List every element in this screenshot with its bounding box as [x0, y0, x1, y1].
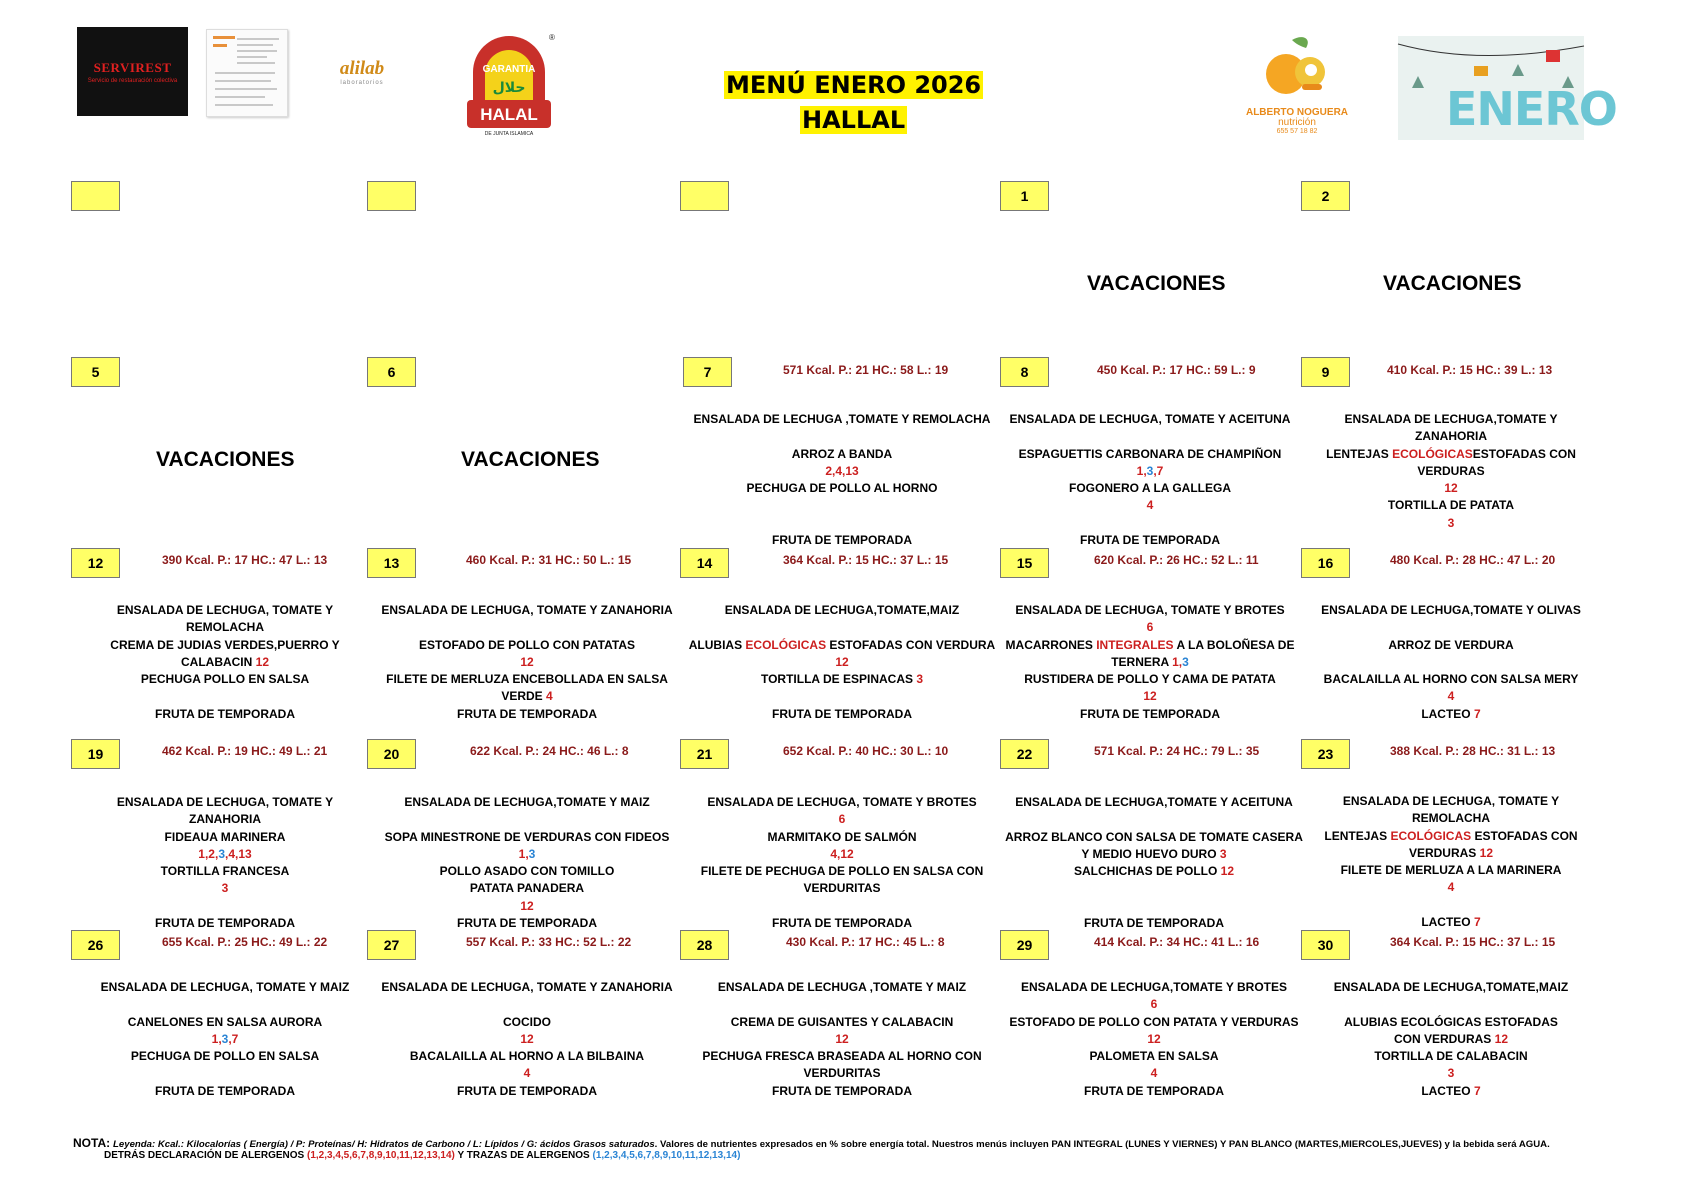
menu-day-12: ENSALADA DE LECHUGA, TOMATE Y REMOLACHA CREMA DE JUDIAS VERDES,PUERRO Y CALABACIN 12 PECHUGA POLLO EN SALSA FRUTA DE TEMPORADA	[110, 603, 340, 721]
menu-day-13: ENSALADA DE LECHUGA, TOMATE Y ZANAHORIA ESTOFADO DE POLLO CON PATATAS 12 FILETE DE MERLUZA ENCEBOLLADA EN SALSA VERDE 4 FRUTA DE TEMPORADA	[381, 603, 673, 721]
halal-arc-text: GARANTIA	[482, 64, 536, 75]
nutrition-info: 364 Kcal. P.: 15 HC.: 37 L.: 15	[1390, 935, 1556, 949]
day-number: 26	[71, 930, 120, 960]
day-number: 5	[71, 357, 120, 387]
menu-day-28: ENSALADA DE LECHUGA ,TOMATE Y MAIZ CREMA DE GUISANTES Y CALABACIN 12 PECHUGA FRESCA BRASEADA AL HORNO CON VERDURITAS FRUTA DE TEMPORADA	[702, 980, 982, 1098]
note-label: NOTA:	[73, 1136, 111, 1150]
day-box-empty	[680, 181, 729, 211]
alilab-brand: alilab	[339, 58, 385, 79]
vacation-label: VACACIONES	[461, 448, 600, 471]
footnote	[73, 1136, 1550, 1150]
menu-day-23: ENSALADA DE LECHUGA, TOMATE Y REMOLACHA LENTEJAS ECOLÓGICAS ESTOFADAS CON VERDURAS 12 FILETE DE MERLUZA A LA MARINERA 4 LACTEO 7	[1324, 794, 1578, 930]
nutrition-info: 462 Kcal. P.: 19 HC.: 49 L.: 21	[162, 744, 328, 758]
nutrition-info: 655 Kcal. P.: 25 HC.: 49 L.: 22	[162, 935, 328, 949]
vacation-label: VACACIONES	[156, 448, 295, 471]
halal-sub: DE JUNTA ISLAMICA	[484, 131, 534, 137]
nutrition-info: 571 Kcal. P.: 21 HC.: 58 L.: 19	[783, 363, 949, 377]
menu-day-22: ENSALADA DE LECHUGA,TOMATE Y ACEITUNA ARROZ BLANCO CON SALSA DE TOMATE CASERA Y MEDIO HUEVO DURO 3 SALCHICHAS DE POLLO 12 FRUTA DE TEMPORADA	[1005, 795, 1303, 931]
title-line-1: MENÚ ENERO 2026	[726, 71, 982, 99]
enero-banner	[1398, 36, 1617, 140]
day-number: 8	[1000, 357, 1049, 387]
nutrition-logo	[1227, 34, 1367, 136]
servirest-sub: Servicio de restauración colectiva	[87, 77, 178, 84]
day-number: 21	[680, 739, 729, 769]
menu-day-15: ENSALADA DE LECHUGA, TOMATE Y BROTES 6 MACARRONES INTEGRALES A LA BOLOÑESA DE TERNERA 1,3 RUSTIDERA DE POLLO Y CAMA DE PATATA 12 FRUTA DE TEMPORADA	[1005, 603, 1295, 721]
svg-text:®: ®	[549, 33, 555, 42]
day-number: 19	[71, 739, 120, 769]
menu-day-29: ENSALADA DE LECHUGA,TOMATE Y BROTES 6 ESTOFADO DE POLLO CON PATATA Y VERDURAS 12 PALOMETA EN SALSA 4 FRUTA DE TEMPORADA	[1009, 980, 1299, 1098]
nutri-sub: nutrición	[1278, 117, 1316, 128]
menu-day-21: ENSALADA DE LECHUGA, TOMATE Y BROTES 6 MARMITAKO DE SALMÓN 4,12 FILETE DE PECHUGA DE POLLO EN SALSA CON VERDURITAS FRUTA DE TEMPORADA	[700, 795, 984, 931]
title-line-2: HALLAL	[802, 106, 906, 134]
day-number: 29	[1000, 930, 1049, 960]
svg-text:حلال: حلال	[492, 80, 526, 96]
certificate-thumbnail	[206, 29, 288, 117]
day-number: 30	[1301, 930, 1350, 960]
nutrition-info: 557 Kcal. P.: 33 HC.: 52 L.: 22	[466, 935, 632, 949]
note-rest: . Valores de nutrientes expresados en % sobre energía total. Nuestros menús incluyen PAN INTEGRAL (LUNES Y VIERNES) Y PAN BLANCO (MARTES,MIERCOLES,JUEVES) y la bebida será AGUA.	[654, 1139, 1550, 1150]
menu-day-16: ENSALADA DE LECHUGA,TOMATE Y OLIVAS ARROZ DE VERDURA BACALAILLA AL HORNO CON SALSA MERY 4 LACTEO 7	[1321, 603, 1581, 721]
nutri-brand: ALBERTO NOGUERA	[1245, 107, 1349, 118]
nutrition-info: 620 Kcal. P.: 26 HC.: 52 L.: 11	[1094, 553, 1259, 567]
day-box-empty	[367, 181, 416, 211]
servirest-logo	[77, 27, 188, 116]
day-number: 22	[1000, 739, 1049, 769]
day-number: 27	[367, 930, 416, 960]
nutrition-info: 414 Kcal. P.: 34 HC.: 41 L.: 16	[1094, 935, 1260, 949]
nutrition-info: 652 Kcal. P.: 40 HC.: 30 L.: 10	[783, 744, 949, 758]
day-number: 16	[1301, 548, 1350, 578]
alilab-logo	[326, 58, 398, 94]
halal-logo	[463, 32, 555, 139]
day-number: 12	[71, 548, 120, 578]
note-legend: Leyenda: Kcal.: Kilocalorías ( Energía) / P: Proteínas/ H: Hidratos de Carbono / L: Lípidos / G: ácidos Grasos saturados	[113, 1139, 655, 1150]
page-title	[724, 68, 983, 138]
menu-day-20: ENSALADA DE LECHUGA,TOMATE Y MAIZ SOPA MINESTRONE DE VERDURAS CON FIDEOS 1,3 POLLO ASADO CON TOMILLO PATATA PANADERA 12 FRUTA DE TEMPORADA	[384, 795, 670, 931]
vacation-label: VACACIONES	[1383, 272, 1522, 295]
day-number: 13	[367, 548, 416, 578]
enero-word: ENERO	[1446, 82, 1617, 136]
orange-fruit-icon	[1262, 34, 1332, 100]
menu-day-27: ENSALADA DE LECHUGA, TOMATE Y ZANAHORIA COCIDO 12 BACALAILLA AL HORNO A LA BILBAINA 4 FRUTA DE TEMPORADA	[381, 980, 673, 1098]
halal-word: HALAL	[480, 105, 538, 124]
day-number: 6	[367, 357, 416, 387]
nutrition-info: 388 Kcal. P.: 28 HC.: 31 L.: 13	[1390, 744, 1556, 758]
menu-day-8: ENSALADA DE LECHUGA, TOMATE Y ACEITUNA ESPAGUETTIS CARBONARA DE CHAMPIÑON 1,3,7 FOGONERO A LA GALLEGA 4 FRUTA DE TEMPORADA	[1009, 412, 1291, 548]
nutrition-info: 390 Kcal. P.: 17 HC.: 47 L.: 13	[162, 553, 328, 567]
menu-day-26: ENSALADA DE LECHUGA, TOMATE Y MAIZ CANELONES EN SALSA AURORA 1,3,7 PECHUGA DE POLLO EN SALSA FRUTA DE TEMPORADA	[100, 980, 350, 1098]
menu-day-30: ENSALADA DE LECHUGA,TOMATE,MAIZ ALUBIAS ECOLÓGICAS ESTOFADAS CON VERDURAS 12 TORTILLA DE CALABACIN 3 LACTEO 7	[1333, 980, 1569, 1098]
nutrition-info: 410 Kcal. P.: 15 HC.: 39 L.: 13	[1387, 363, 1553, 377]
nutrition-info: 430 Kcal. P.: 17 HC.: 45 L.: 8	[786, 935, 945, 949]
day-box-empty	[71, 181, 120, 211]
nutri-phone: 655 57 18 82	[1276, 128, 1318, 135]
menu-day-14: ENSALADA DE LECHUGA,TOMATE,MAIZ ALUBIAS ECOLÓGICAS ESTOFADAS CON VERDURA 12 TORTILLA DE ESPINACAS 3 FRUTA DE TEMPORADA	[688, 603, 996, 721]
day-number: 23	[1301, 739, 1350, 769]
day-number: 2	[1301, 181, 1350, 211]
day-number: 9	[1301, 357, 1350, 387]
day-number: 14	[680, 548, 729, 578]
day-number: 28	[680, 930, 729, 960]
day-number: 20	[367, 739, 416, 769]
nutrition-info: 571 Kcal. P.: 24 HC.: 79 L.: 35	[1094, 744, 1260, 758]
day-number: 7	[683, 357, 732, 387]
menu-day-9: ENSALADA DE LECHUGA,TOMATE Y ZANAHORIA LENTEJAS ECOLÓGICASESTOFADAS CON VERDURAS 12 TORTILLA DE PATATA 3	[1326, 412, 1576, 530]
nutrition-info: 450 Kcal. P.: 17 HC.: 59 L.: 9	[1097, 363, 1256, 377]
menu-day-7: ENSALADA DE LECHUGA ,TOMATE Y REMOLACHA ARROZ A BANDA 2,4,13 PECHUGA DE POLLO AL HORNO FRUTA DE TEMPORADA	[693, 412, 991, 548]
nutrition-info: 364 Kcal. P.: 15 HC.: 37 L.: 15	[783, 553, 949, 567]
servirest-brand: SERVIREST	[93, 59, 172, 75]
nutrition-info: 480 Kcal. P.: 28 HC.: 47 L.: 20	[1390, 553, 1556, 567]
day-number: 1	[1000, 181, 1049, 211]
allergen-note: DETRÁS DECLARACIÓN DE ALERGENOS (1,2,3,4,5,6,7,8,9,10,11,12,13,14) Y TRAZAS DE ALERGENOS (1,2,3,4,5,6,7,8,9,10,11,12,13,14)	[104, 1150, 741, 1161]
day-number: 15	[1000, 548, 1049, 578]
vacation-label: VACACIONES	[1087, 272, 1226, 295]
nutrition-info: 460 Kcal. P.: 31 HC.: 50 L.: 15	[466, 553, 632, 567]
alilab-sub: laboratorios	[340, 80, 384, 86]
menu-day-19: ENSALADA DE LECHUGA, TOMATE Y ZANAHORIA FIDEAUA MARINERA 1,2,3,4,13 TORTILLA FRANCESA 3 FRUTA DE TEMPORADA	[116, 795, 334, 931]
nutrition-info: 622 Kcal. P.: 24 HC.: 46 L.: 8	[470, 744, 629, 758]
